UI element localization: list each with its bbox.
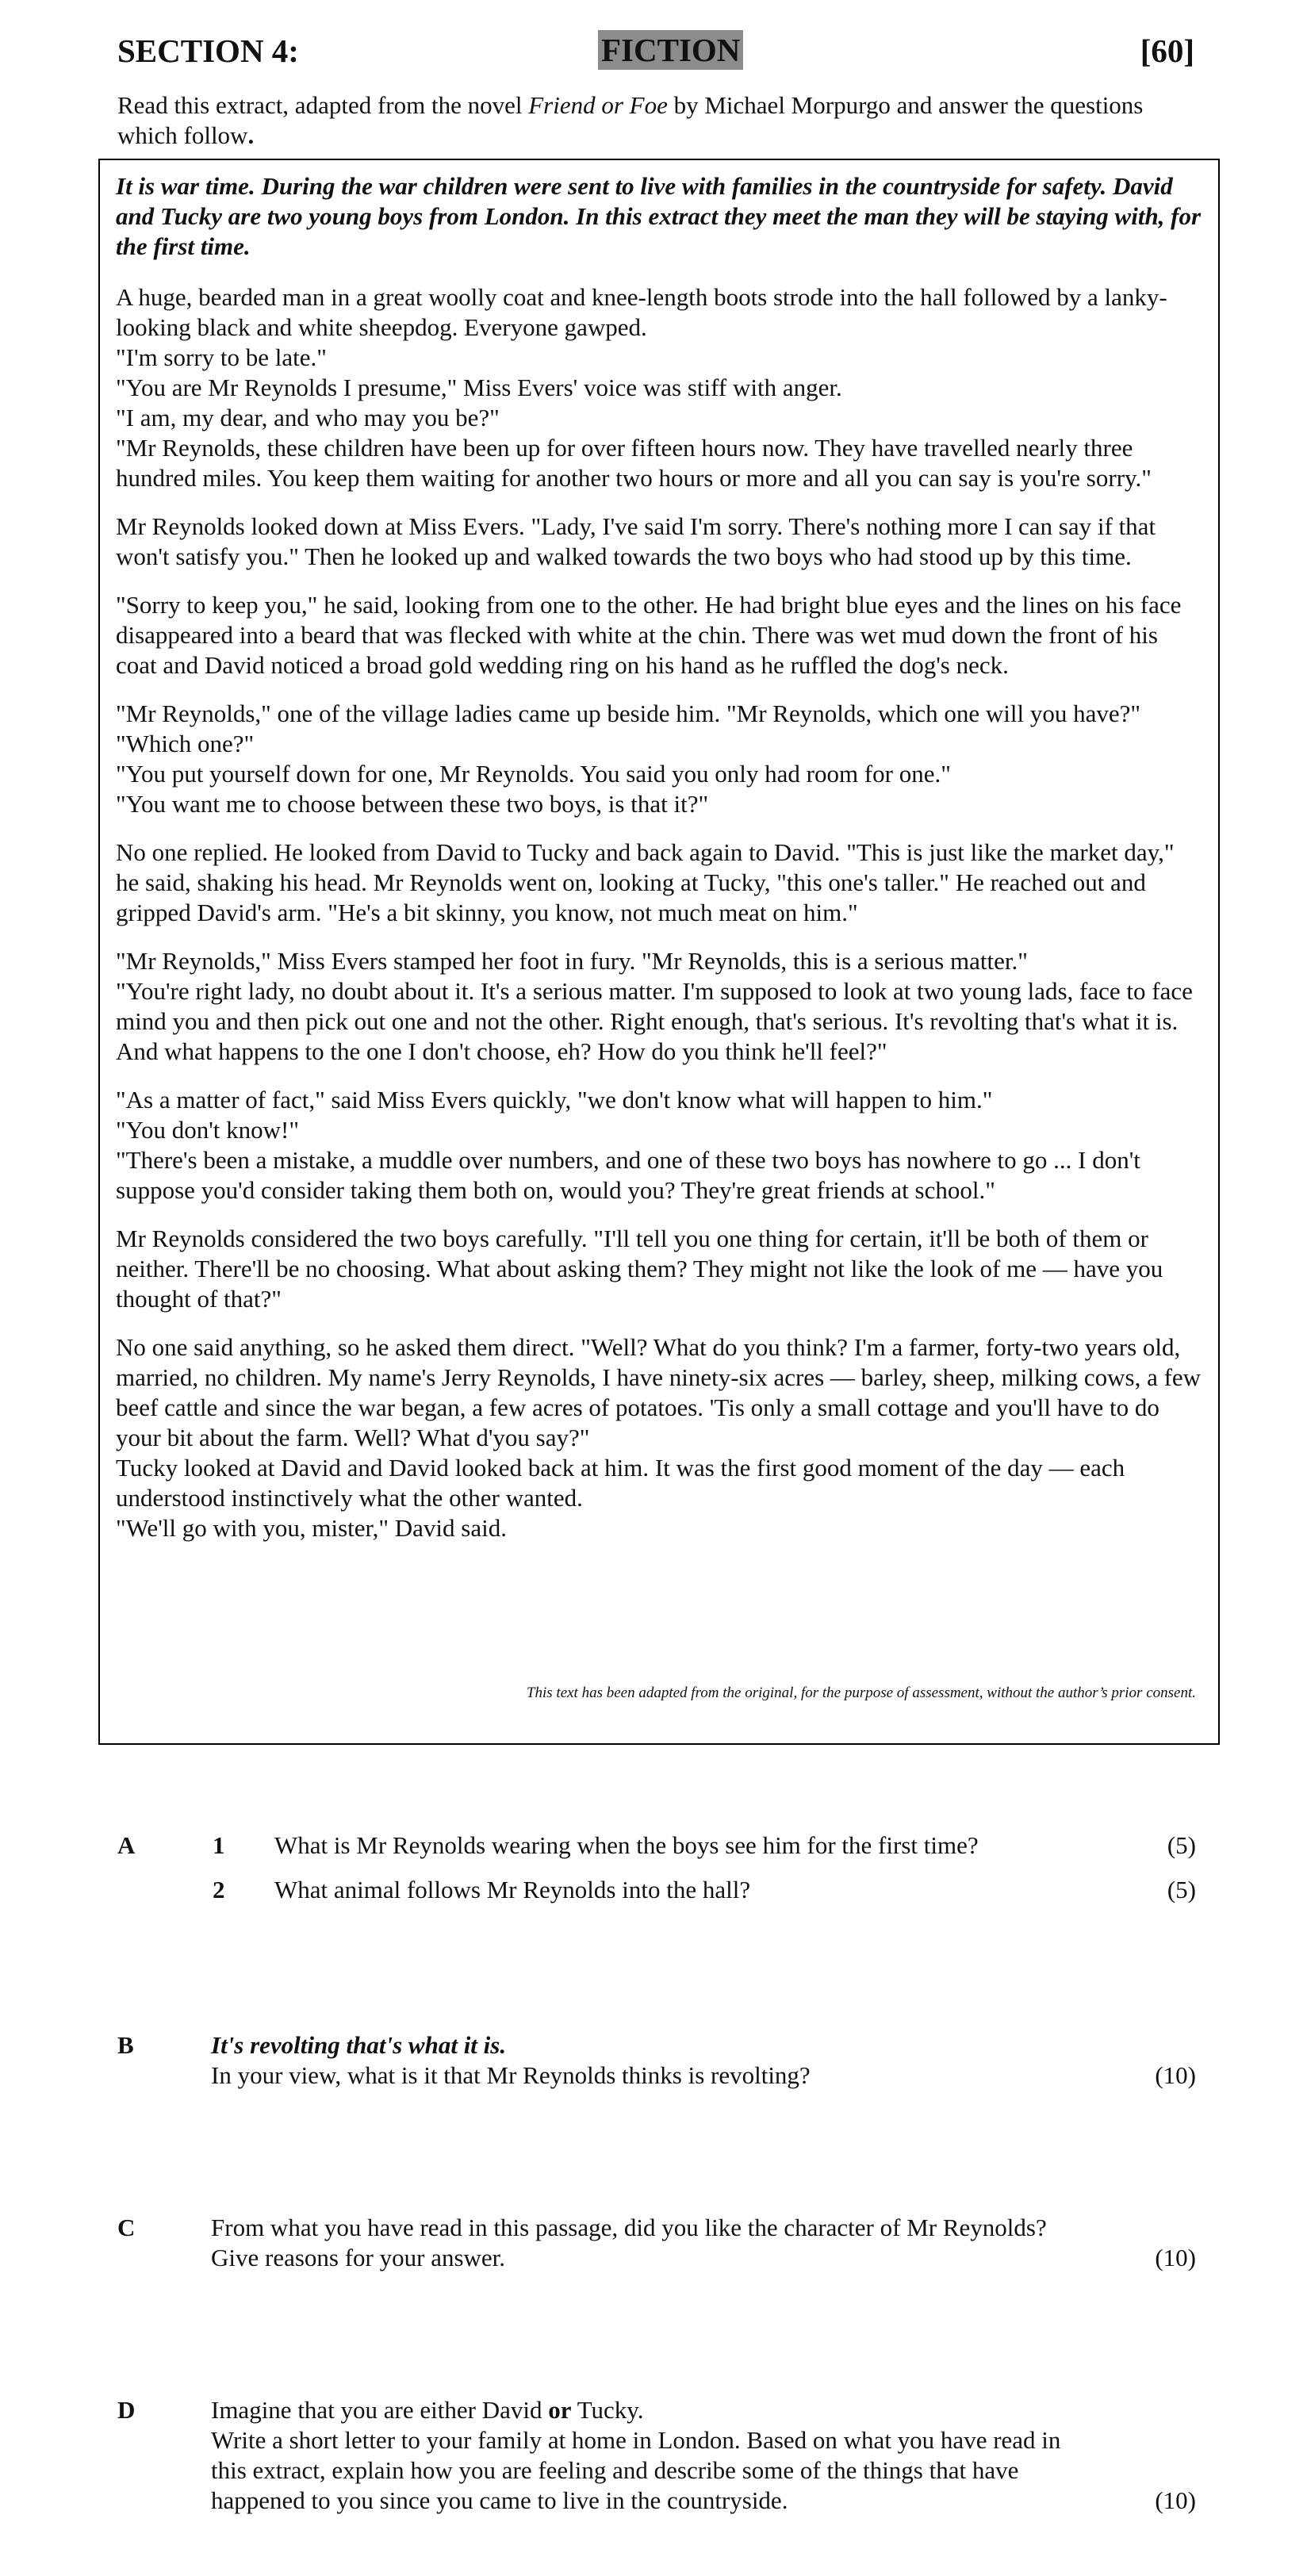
question-text: What animal follows Mr Reynolds into the hall?	[274, 1876, 751, 1903]
question-number: 1	[213, 1831, 225, 1859]
extract-line: Mr Reynolds looked down at Miss Evers. "Lady, I've said I'm sorry. There's nothing more I can say if that won't satisfy you." Then he looked up and walked towards the two boys who had stood up by this time.	[116, 512, 1156, 570]
extract-line: "I am, my dear, and who may you be?"	[116, 404, 500, 431]
question-text: From what you have read in this passage, did you like the character of Mr Reynolds?	[211, 2214, 1047, 2241]
question-letter: B	[117, 2031, 134, 2059]
question-marks: (10)	[1155, 2486, 1196, 2514]
question-marks: (10)	[1155, 2244, 1196, 2271]
question-quote: It's revolting that's what it is.	[211, 2031, 507, 2059]
question-marks: (5)	[1167, 1831, 1196, 1859]
extract-line: No one replied. He looked from David to Tucky and back again to David. "This is just like the market day," he said, shaking his head. Mr Reynolds went on, looking at Tucky, "this one's taller." He reached out and gripped David's arm. "He's a bit skinny, you know, not much meat on him."	[116, 838, 1175, 926]
question-letter: A	[117, 1831, 136, 1859]
book-title: Friend or Foe	[528, 91, 668, 119]
section-header	[116, 27, 1194, 75]
extract-paragraph	[116, 282, 1202, 493]
question-text	[211, 2395, 644, 2425]
extract-paragraph	[116, 946, 1202, 1067]
extract-line: "Mr Reynolds," one of the village ladies came up beside him. "Mr Reynolds, which one will you have?"	[116, 700, 1141, 727]
question-text: In your view, what is it that Mr Reynolds thinks is revolting?	[211, 2061, 811, 2089]
extract-body	[116, 282, 1202, 1543]
question-d	[117, 2395, 1196, 2522]
instructions-text-end: by Michael Morpurgo and answer the questions which follow	[117, 91, 1144, 149]
question-marks: (5)	[1167, 1876, 1196, 1903]
instructions	[117, 90, 1164, 151]
instructions-text: Read this extract, adapted from the novel	[117, 91, 529, 119]
extract-line: Mr Reynolds considered the two boys carefully. "I'll tell you one thing for certain, it'll be both of them or neither. There'll be no choosing. What about asking them? They might not like the look of me — have you thought of that?"	[116, 1225, 1163, 1313]
question-text: What is Mr Reynolds wearing when the boys see him for the first time?	[274, 1831, 979, 1859]
adaptation-note: This text has been adapted from the original, for the purpose of assessment, without the author’s prior consent.	[526, 1685, 1196, 1701]
extract-paragraph	[116, 699, 1202, 819]
section-marks: [60]	[1140, 33, 1194, 69]
extract-line: "Mr Reynolds," Miss Evers stamped her foot in fury. "Mr Reynolds, this is a serious matter."	[116, 947, 1028, 975]
extract-line: "As a matter of fact," said Miss Evers quickly, "we don't know what will happen to him."	[116, 1086, 993, 1114]
extract-line: "Mr Reynolds, these children have been up for over fifteen hours now. They have travelled nearly three hundred miles. You keep them waiting for another two hours or more and all you can say is you're sorry."	[116, 434, 1152, 492]
extract-paragraph	[116, 1224, 1202, 1314]
extract-line: "There's been a mistake, a muddle over numbers, and one of these two boys has nowhere to go ... I don't suppose you'd consider taking them both on, would you? They're great friends at school."	[116, 1146, 1140, 1204]
extract-line: "We'll go with you, mister," David said.	[116, 1514, 507, 1542]
extract-paragraph	[116, 838, 1202, 928]
question-number: 2	[213, 1876, 225, 1903]
question-instructions: Write a short letter to your family at home in London. Based on what you have read in this extract, explain how you are feeling and describe some of the things that have happened to you since you came to live in the countryside.	[211, 2426, 1061, 2514]
extract-line: "I'm sorry to be late."	[116, 343, 327, 371]
question-marks: (10)	[1155, 2061, 1196, 2089]
question-emphasis: or	[548, 2396, 572, 2424]
instructions-period: .	[247, 121, 255, 149]
section-title: FICTION	[598, 30, 743, 70]
extract-box	[98, 159, 1220, 1745]
extract-line: Tucky looked at David and David looked back at him. It was the first good moment of the day — each understood instinctively what the other wanted.	[116, 1454, 1125, 1512]
extract-paragraph	[116, 512, 1202, 572]
extract-line: "You are Mr Reynolds I presume," Miss Evers' voice was stiff with anger.	[116, 374, 842, 401]
extract-line: "You don't know!"	[116, 1116, 300, 1144]
question-letter: D	[117, 2396, 136, 2424]
extract-line: A huge, bearded man in a great woolly coat and knee-length boots strode into the hall followed by a lanky-looking black and white sheepdog. Everyone gawped.	[116, 283, 1167, 341]
question-c	[117, 2213, 1196, 2276]
question-text-part: Tucky.	[571, 2396, 644, 2424]
extract-paragraph	[116, 590, 1202, 680]
extract-paragraph	[116, 1085, 1202, 1206]
question-text-part: Imagine that you are either David	[211, 2396, 549, 2424]
extract-line: "You want me to choose between these two boys, is that it?"	[116, 790, 709, 818]
question-a	[117, 1830, 1196, 1902]
question-b	[117, 2030, 1196, 2094]
extract-line: No one said anything, so he asked them direct. "Well? What do you think? I'm a farmer, forty-two years old, married, no children. My name's Jerry Reynolds, I have ninety-six acres — barley, sheep, milking cows, a few beef cattle and since the war began, a few acres of potatoes. 'Tis only a small cottage and you'll have to do your bit about the farm. Well? What d'you say?"	[116, 1333, 1202, 1451]
question-letter: C	[117, 2214, 136, 2241]
extract-line: "You're right lady, no doubt about it. It's a serious matter. I'm supposed to look at two young lads, face to face mind you and then pick out one and not the other. Right enough, that's serious. It's revolting that's what it is. And what happens to the one I don't choose, eh? How do you think he'll feel?"	[116, 977, 1193, 1065]
extract-line: "You put yourself down for one, Mr Reynolds. You said you only had room for one."	[116, 760, 951, 788]
section-label: SECTION 4:	[117, 33, 299, 69]
extract-line: "Which one?"	[116, 730, 255, 757]
extract-lead: It is war time. During the war children were sent to live with families in the countryside for safety. David and Tucky are two young boys from London. In this extract they meet the man they will be staying with, for the first time.	[116, 172, 1202, 260]
question-text-line2: Give reasons for your answer.	[211, 2244, 506, 2271]
extract-line: "Sorry to keep you," he said, looking from one to the other. He had bright blue eyes and the lines on his face disappeared into a beard that was flecked with white at the chin. There was wet mud down the front of his coat and David noticed a broad gold wedding ring on his hand as he ruffled the dog's neck.	[116, 591, 1182, 679]
extract-paragraph	[116, 1332, 1202, 1543]
